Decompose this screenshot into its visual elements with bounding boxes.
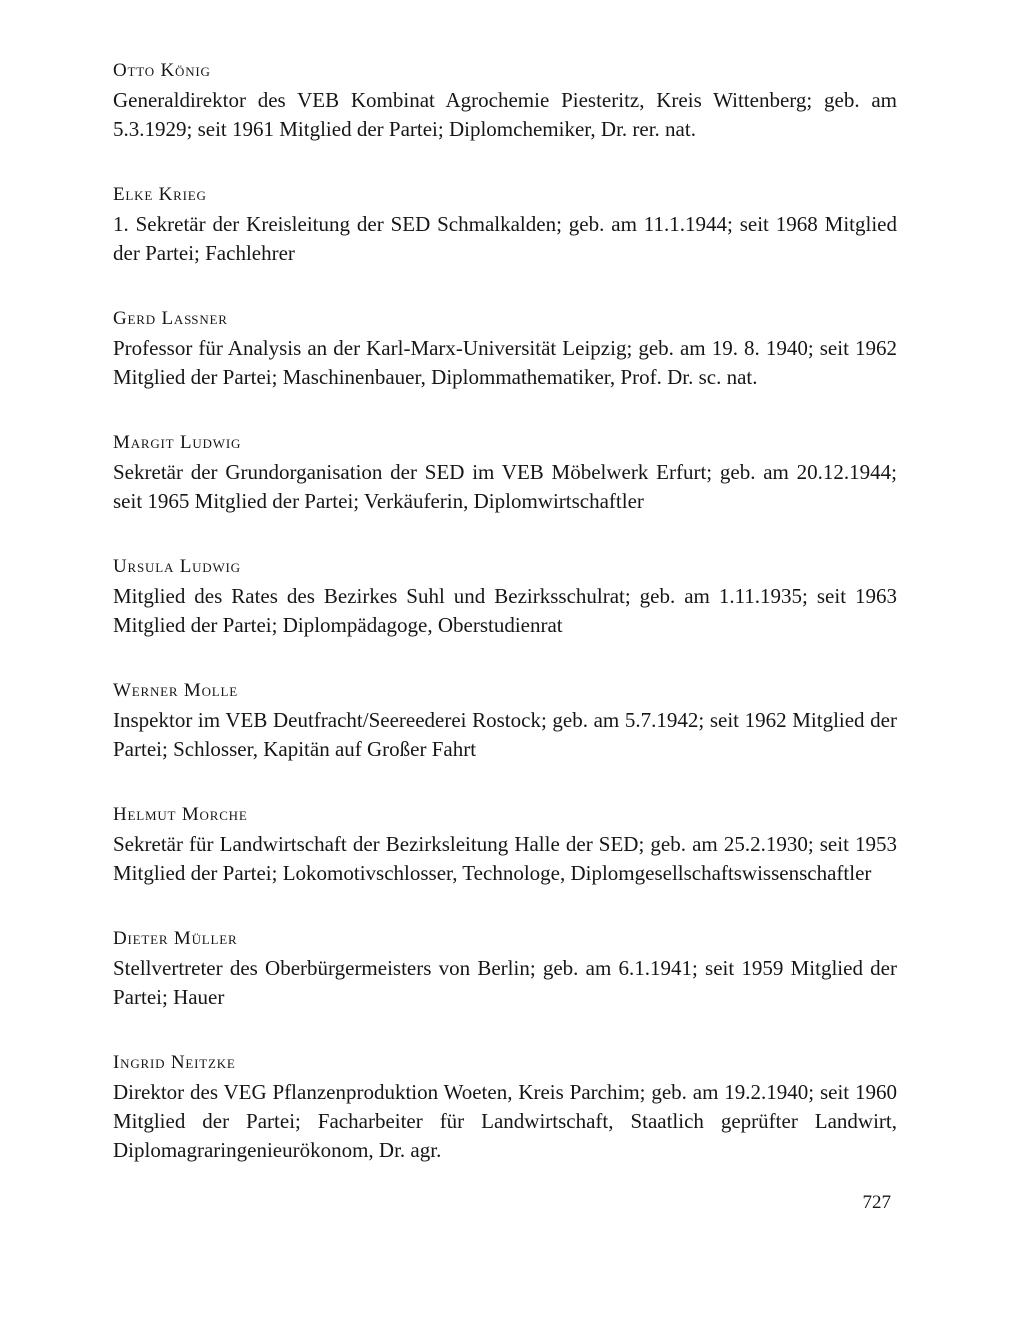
- biography-entry: [113, 58, 897, 144]
- biography-entry: [113, 306, 897, 392]
- person-description: Direktor des VEG Pflanzenproduktion Woeten, Kreis Parchim; geb. am 19.2.1940; seit 1960 Mitglied der Partei; Facharbeiter für Landwirtschaft, Staatlich geprüfter Landwirt, Diplomagraringenieurökonom, Dr. agr.: [113, 1080, 897, 1162]
- person-description: Generaldirektor des VEB Kombinat Agrochemie Piesteritz, Kreis Wittenberg; geb. am 5.3.1929; seit 1961 Mitglied der Partei; Diplomchemiker, Dr. rer. nat.: [113, 88, 897, 141]
- person-description: Professor für Analysis an der Karl-Marx-Universität Leipzig; geb. am 19. 8. 1940; seit 1962 Mitglied der Partei; Maschinenbauer, Diplommathematiker, Prof. Dr. sc. nat.: [113, 336, 897, 389]
- person-name: Otto König: [113, 60, 211, 81]
- page-body: [113, 58, 897, 1203]
- person-name: Margit Ludwig: [113, 432, 242, 453]
- person-description: Sekretär der Grundorganisation der SED im VEB Möbelwerk Erfurt; geb. am 20.12.1944; seit 1965 Mitglied der Partei; Verkäuferin, Diplomwirtschaftler: [113, 460, 897, 513]
- person-description: Inspektor im VEB Deutfracht/Seereederei Rostock; geb. am 5.7.1942; seit 1962 Mitglied der Partei; Schlosser, Kapitän auf Großer Fahrt: [113, 708, 897, 761]
- person-description: Stellvertreter des Oberbürgermeisters von Berlin; geb. am 6.1.1941; seit 1959 Mitglied der Partei; Hauer: [113, 956, 897, 1009]
- person-name: Werner Molle: [113, 680, 238, 701]
- person-name: Dieter Müller: [113, 928, 238, 949]
- person-description: Mitglied des Rates des Bezirkes Suhl und Bezirksschulrat; geb. am 1.11.1935; seit 1963 Mitglied der Partei; Diplompädagoge, Oberstudienrat: [113, 584, 897, 637]
- biography-entry: [113, 1050, 897, 1165]
- person-description: 1. Sekretär der Kreisleitung der SED Schmalkalden; geb. am 11.1.1944; seit 1968 Mitglied der Partei; Fachlehrer: [113, 212, 897, 265]
- page-number: 727: [862, 1192, 891, 1213]
- person-name: Elke Krieg: [113, 184, 207, 205]
- person-name: Helmut Morche: [113, 804, 248, 825]
- biography-entry: [113, 926, 897, 1012]
- person-name: Ingrid Neitzke: [113, 1052, 236, 1073]
- person-name: Gerd Laßner: [113, 308, 228, 329]
- biography-entry: [113, 554, 897, 640]
- biography-entry: [113, 182, 897, 268]
- biography-entry: [113, 430, 897, 516]
- person-description: Sekretär für Landwirtschaft der Bezirksleitung Halle der SED; geb. am 25.2.1930; seit 1953 Mitglied der Partei; Lokomotivschlosser, Technologe, Diplomgesellschaftswissenschaftler: [113, 832, 897, 885]
- biography-entry: [113, 802, 897, 888]
- person-name: Ursula Ludwig: [113, 556, 241, 577]
- biography-entry: [113, 678, 897, 764]
